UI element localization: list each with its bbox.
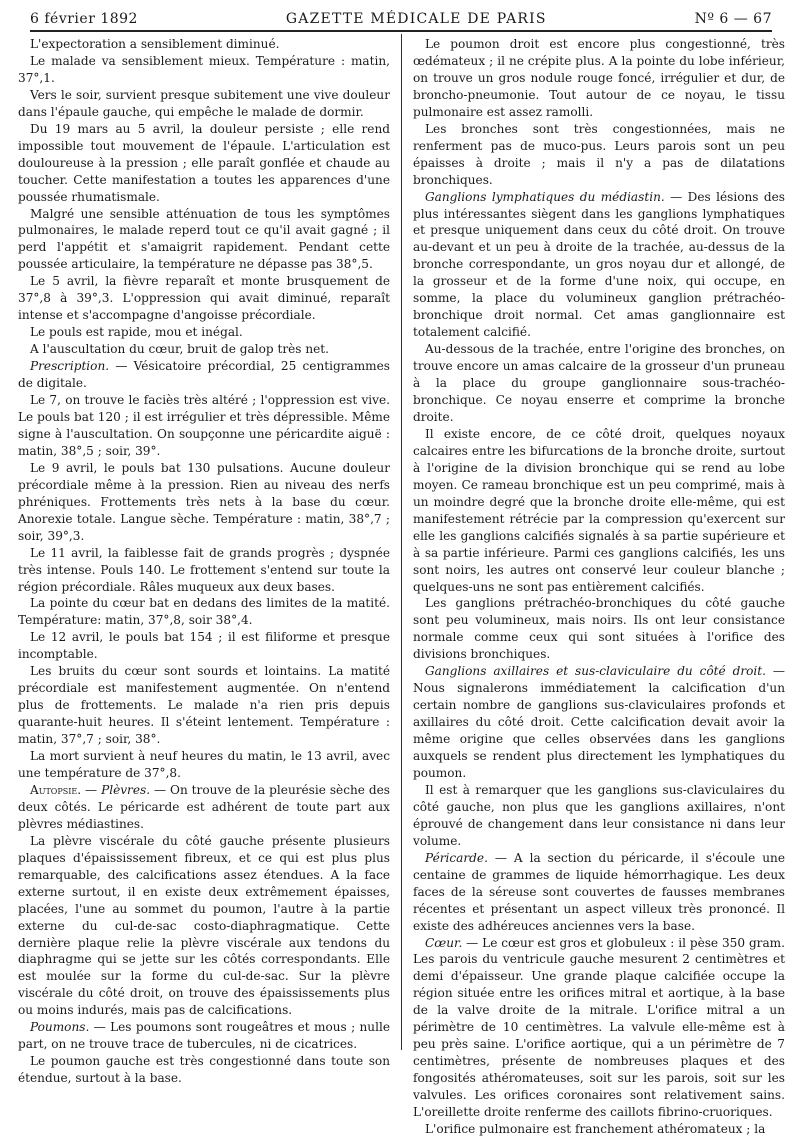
- paragraph-text: L'orifice pulmonaire est franchement athéromateux ; la: [425, 1122, 766, 1136]
- paragraph-text: La plèvre viscérale du côté gauche présente plusieurs plaques d'épaississement fibreux, et ce qui est plus plus remarquable, des calcifications assez étendues. A la face externe surtout, il en existe deux extrêmement épaisses, placées, l'une au sommet du poumon, l'autre à la partie externe du cul-de-sac costo-diaphragmatique. Cette dernière plaque relie la plèvre viscérale aux tendons du diaphragme qui se jette sur les côtés correspondants. Elle est moulée sur la forme du cul-de-sac. Sur la plèvre viscérale du côté droit, on trouve des épaississements plus ou moins indurés, mais pas de calcifications.: [18, 833, 390, 1018]
- paragraph-text: Le 9 avril, le pouls bat 130 pulsations. Aucune douleur précordiale même à la pression. Rien au niveau des nerfs phréniques. Frottements très nets à la base du cœur. Anorexie totale. Langue sèche. Température : matin, 38°,7 ; soir, 39°,3.: [18, 460, 390, 543]
- paragraph: [18, 53, 390, 87]
- paragraph-text: L'expectoration a sensiblement diminué.: [30, 37, 280, 51]
- paragraph: [18, 36, 390, 53]
- paragraph-text: Malgré une sensible atténuation de tous les symptômes pulmonaires, le malade reperd tout ce qu'il avait gagné ; il perd l'appétit et s'amaigrit rapidement. Pendant cette poussée articulaire, la température ne dépasse pas 38°,5.: [18, 206, 390, 272]
- paragraph: [18, 206, 390, 274]
- paragraph: [18, 595, 390, 629]
- paragraph-text: Le 7, on trouve le faciès très altéré ; l'oppression est vive. Le pouls bat 120 ; il est irrégulier et très dépressible. Même signe à l'auscultation. On soupçonne une péricardite aiguë : matin, 38°,5 ; soir, 39°.: [18, 393, 390, 458]
- paragraph: [18, 460, 390, 545]
- paragraph-text: — On trouve de la pleurésie sèche des deux côtés. Le péricarde est adhérent de toute part aux plèvres médiastines.: [18, 782, 390, 831]
- section-lead: Autopsie.: [30, 782, 82, 797]
- paragraph: [18, 358, 390, 392]
- paragraph-text: A l'auscultation du cœur, bruit de galop très net.: [30, 342, 329, 357]
- header-date: 6 février 1892: [30, 11, 138, 27]
- paragraph: [18, 121, 390, 206]
- paragraph-text: Au-dessous de la trachée, entre l'origine des bronches, on trouve encore un amas calcaire de la grosseur d'un pruneau à la place du groupe ganglionnaire sous-trachéo-bronchique. Ce noyau enserre et comprime la bronche droite.: [413, 342, 785, 424]
- left-column: [18, 36, 390, 1086]
- paragraph: [18, 1019, 390, 1053]
- paragraph: [18, 392, 390, 460]
- paragraph-text: Les ganglions prétrachéo-bronchiques du côté gauche sont peu volumineux, mais noirs. Ils ont leur consistance normale comme ceux qui sont situées à l'orifice des divisions bronchiques.: [413, 596, 785, 662]
- paragraph-text: Vers le soir, survient presque subitement une vive douleur dans l'épaule gauche, qui empêche le malade de dormir.: [18, 87, 390, 119]
- paragraph: [413, 782, 785, 850]
- subheading: Péricarde.: [425, 850, 488, 865]
- paragraph-text: Le 11 avril, la faiblesse fait de grands progrès ; dyspnée très intense. Pouls 140. Le frottement s'entend sur toute la région précordiale. Râles muqueux aux deux bases.: [18, 545, 390, 594]
- paragraph-text: — Vésicatoire précordial, 25 centigrammes de digitale.: [18, 359, 390, 391]
- paragraph: [413, 595, 785, 663]
- paragraph: [413, 189, 785, 342]
- paragraph: [413, 341, 785, 426]
- paragraph: [18, 87, 390, 121]
- subheading: Prescription.: [30, 359, 110, 374]
- paragraph-text: La pointe du cœur bat en dedans des limites de la matité. Température: matin, 37°,8, soir 38°,4.: [18, 596, 390, 628]
- paragraph: [413, 850, 785, 935]
- paragraph: [18, 273, 390, 324]
- paragraph: [18, 324, 390, 341]
- paragraph-text: Il est à remarquer que les ganglions sus-claviculaires du côté gauche, non plus que les ganglions axillaires, n'ont éprouvé de changement dans leur consistance ni dans leur volume.: [413, 782, 785, 848]
- paragraph-text: Du 19 mars au 5 avril, la douleur persiste ; elle rend impossible tout mouvement de l'épaule. L'articulation est douloureuse à la pression ; elle paraît gonflée et chaude au toucher. Cette manifestation a toutes les apparences d'une poussée rhumatismale.: [18, 121, 390, 204]
- paragraph-text: Il existe encore, de ce côté droit, quelques noyaux calcaires entre les bifurcations de la bronche droite, surtout à l'origine de la division bronchique qui se rend au lobe moyen. Ce rameau bronchique est un peu comprimé, mais à un moindre degré que la bronche droite elle-même, qui est manifestement rétrécie par la compression qu'exercent sur elle les ganglions calcifiés signalés à sa partie supérieure et à sa partie inférieure. Parmi ces ganglions calcifiés, les uns sont noirs, les autres ont conservé leur couleur blanche ; quelques-uns ne sont pas entièrement calcifiés.: [413, 426, 785, 594]
- column-divider: [401, 34, 402, 1050]
- paragraph-text: Le 5 avril, la fièvre reparaît et monte brusquement de 37°,8 à 39°,3. L'oppression qui avait diminué, reparaît intense et s'accompagne d'angoisse précordiale.: [18, 274, 390, 323]
- subheading: Poumons.: [30, 1020, 90, 1035]
- paragraph-text: — A la section du péricarde, il s'écoule une centaine de grammes de liquide hémorrhagique. Les deux faces de la séreuse sont couvertes de fausses membranes récentes et présentant un aspect villeux très prononcé. Il existe des adhéreuces anciennes vers la base.: [413, 850, 785, 933]
- paragraph-text: — Nous signalerons immédiatement la calcification d'un certain nombre de ganglions sus-claviculaires profonds et axillaires du côté droit. Cette calcification devait avoir la même origine que celles observées dans les ganglions auxquels se rendent plus directement les lymphatiques du poumon.: [413, 664, 785, 780]
- paragraph: [413, 426, 785, 596]
- paragraph: [413, 1121, 785, 1138]
- paragraph-text: Les bruits du cœur sont sourds et lointains. La matité précordiale est manifestement augmentée. On n'entend plus de frottements. Le malade n'a rien pris depuis quarante-huit heures. Il s'éteint lentement. Température : matin, 37°,7 ; soir, 38°.: [18, 664, 390, 747]
- paragraph-text: — Les poumons sont rougeâtres et mous ; nulle part, on ne trouve trace de tubercules, ni de cicatrices.: [18, 1020, 390, 1052]
- paragraph: Autopsie. — Plèvres. — On trouve de la pleurésie sèche des deux côtés. Le péricarde est adhérent de toute part aux plèvres médiastines.: [18, 782, 390, 831]
- paragraph-text: Le malade va sensiblement mieux. Température : matin, 37°,1.: [18, 53, 390, 85]
- subheading: Ganglions lymphatiques du médiastin.: [425, 189, 665, 204]
- page-header: [30, 8, 772, 32]
- paragraph: [413, 36, 785, 121]
- paragraph: [18, 748, 390, 782]
- paragraph-text: Le 12 avril, le pouls bat 154 ; il est filiforme et presque incomptable.: [18, 630, 390, 662]
- paragraph-text: Le pouls est rapide, mou et inégal.: [30, 325, 243, 340]
- paragraph-text: — Des lésions des plus intéressantes siègent dans les ganglions lymphatiques et presque uniquement dans ceux du côté droit. On trouve au-devant et un peu à droite de la trachée, au-dessus de la bronche correspondante, un gros noyau dur et allongé, de la grosseur et de la forme d'une noix, qui occupe, en somme, la place du volumineux ganglion prétrachéo-bronchique droit normal. Cet amas ganglionnaire est totalement calcifié.: [413, 189, 785, 340]
- header-title: GAZETTE MÉDICALE DE PARIS: [285, 11, 547, 27]
- paragraph: [18, 341, 390, 358]
- paragraph: [18, 663, 390, 748]
- paragraph: [413, 663, 785, 782]
- header-issue: Nº 6 — 67: [694, 11, 772, 27]
- paragraph-text: Les bronches sont très congestionnées, mais ne renferment pas de muco-pus. Leurs parois sont un peu épaisses à droite ; mais il n'y a pas de dilatations bronchiques.: [413, 121, 785, 187]
- paragraph-text: La mort survient à neuf heures du matin, le 13 avril, avec une température de 37°,8.: [18, 749, 390, 780]
- paragraph-text: Le poumon gauche est très congestionné dans toute son étendue, surtout à la base.: [18, 1054, 390, 1086]
- right-column: [413, 36, 785, 1136]
- subheading: Plèvres.: [101, 782, 151, 797]
- subheading: Cœur.: [425, 935, 463, 950]
- paragraph-text: — Le cœur est gros et globuleux : il pèse 350 gram. Les parois du ventricule gauche mesurent 2 centimètres et demi d'épaisseur. Une grande plaque calcifiée occupe la région située entre les orifices mitral et aortique, à la base de la valve droite de la mitrale. L'orifice mitral a un périmètre de 10 centimètres. La valvule elle-même est à peu près saine. L'orifice aortique, qui a un périmètre de 7 centimètres, présente de nombreuses plaques et des fongosités athéromateuses, soit sur les parois, soit sur les valvules. Les orifices coronaires sont relativement sains. L'oreillette droite renferme des caillots fibrino-cruoriques.: [413, 935, 785, 1120]
- paragraph-text: Le poumon droit est encore plus congestionné, très œdémateux ; il ne crépite plus. A la pointe du lobe inférieur, on trouve un gros nodule rouge foncé, irrégulier et dur, de broncho-pneumonie. Tout autour de ce noyau, le tissu pulmonaire est assez ramolli.: [413, 37, 785, 119]
- paragraph: [18, 545, 390, 596]
- paragraph: [413, 935, 785, 1121]
- paragraph: [18, 629, 390, 663]
- paragraph: [413, 121, 785, 189]
- paragraph: [18, 833, 390, 1019]
- paragraph: [18, 1053, 390, 1087]
- subheading: Ganglions axillaires et sus-claviculaire du côté droit.: [425, 664, 766, 679]
